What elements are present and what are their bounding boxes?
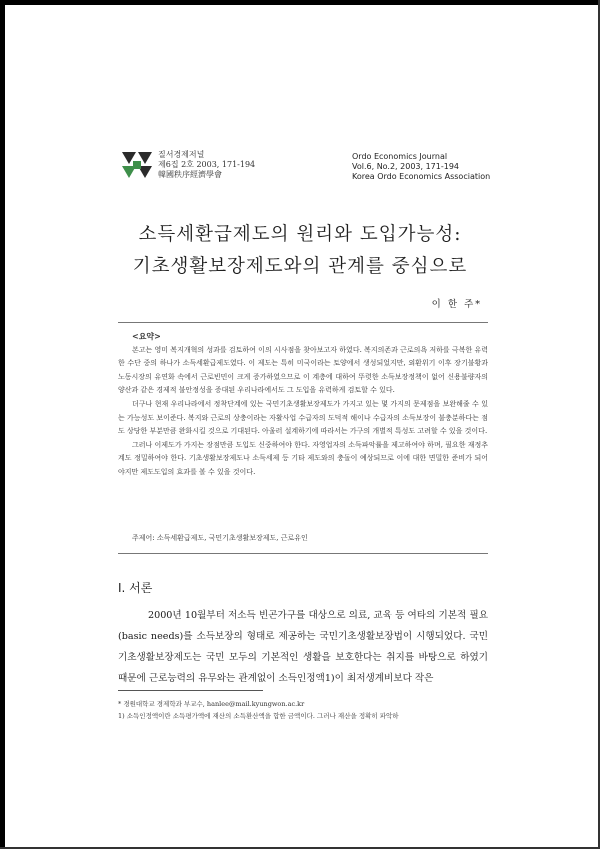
abstract-top-rule xyxy=(118,322,488,323)
journal-info-english xyxy=(352,152,490,182)
footnote-rule xyxy=(118,690,263,691)
journal-en-line: Korea Ordo Economics Association xyxy=(352,172,491,181)
journal-kr-line: 질서경제저널 xyxy=(158,150,205,159)
abstract-paragraph: 그러나 이제도가 가지는 장점만큼 도입도 신중하여야 한다. 자영업자의 소득파악률을 제고하여야 하며, 필요한 재정추계도 정밀하여야 한다. 기초생활보장제도나 소득세제 등 기타 제도와의 충돌이 예상되므로 이에 대한 면밀한 준비가 되어야지만 제도도입의 효과를 볼 수 있을 것이다. xyxy=(118,440,488,476)
footnote-author: * 경원대학교 경제학과 부교수, hanlee@mail.kyungwon.ac.kr xyxy=(118,700,305,708)
footnote-1: 1) 소득인정액이란 소득평가액에 재산의 소득환산액을 합한 금액이다. 그러나 재산을 정확히 파악하 xyxy=(118,712,399,720)
journal-en-line: Ordo Economics Journal xyxy=(352,152,448,161)
author-name: 이 한 주* xyxy=(431,299,482,310)
abstract-bottom-rule xyxy=(118,553,488,554)
section-heading: Ⅰ. 서론 xyxy=(118,581,153,595)
journal-info-korean xyxy=(158,150,255,180)
abstract-heading: <요약> xyxy=(132,331,161,341)
journal-logo-icon xyxy=(120,150,154,180)
abstract-paragraph: 더구나 현재 우리나라에서 정착단계에 있는 국민기초생활보장제도가 가지고 있는 몇 가지의 문제점을 보완해줄 수 있는 가능성도 보이준다. 복지와 근로의 상충이라는 자활사업 수급자의 도덕적 해이나 수급자의 소득보장이 불충분하다는 점도 상당한 부분만큼 완화시킬 것으로 기대된다. 아울러 설계하기에 따라서는 가구의 개별적 특성도 고려할 수 있을 것이다. xyxy=(118,399,488,436)
keywords: 주제어: 소득세환급제도, 국민기초생활보장제도, 근로유인 xyxy=(132,534,308,542)
footnotes xyxy=(118,698,488,722)
scan-border-left xyxy=(0,0,5,849)
scan-border-top xyxy=(0,0,600,5)
paper-title-line-2: 기초생활보장제도와의 관계를 중심으로 xyxy=(132,256,468,277)
journal-kr-line: 제6집 2호 2003, 171-194 xyxy=(158,160,256,169)
body-paragraph: 2000년 10월부터 저소득 빈곤가구를 대상으로 의료, 교육 등 여타의 기본적 필요(basic needs)를 소득보장의 형태로 제공하는 국민기초생활보장법이 시행되었다. 국민기초생활보장제도는 국민 모두의 기본적인 생활을 보호한다는 취지를 바탕으로 하였기 때문에 근로능력의 유무와는 관계없이 소득인정액1)이 최저생계비보다 작은 xyxy=(118,610,488,684)
paper-title-line-1: 소득세환급제도의 원리와 도입가능성: xyxy=(138,224,462,245)
abstract-block xyxy=(118,330,488,480)
journal-en-line: Vol.6, No.2, 2003, 171-194 xyxy=(352,162,460,171)
abstract-paragraph: 본고는 영미 복지개혁의 성과를 검토하여 이의 시사점을 찾아보고자 하였다. 복지의존과 근로의욕 저하를 극복한 유력한 수단 중의 하나가 소득세환급제도였다. 이 제도는 특히 미국이라는 토양에서 생성되었지만, 외환위기 이후 장기불황과 노동시장의 유연화 속에서 근로빈민이 크게 증가하였으므로 이 계층에 대하여 뚜렷한 소득보장정책이 없어 신용불량자의 양산과 같은 경제적 불안정성을 증대된 우리나라에서도 그 도입을 유력하게 검토할 수 있다. xyxy=(118,345,488,395)
journal-kr-line: 韓國秩序經濟學會 xyxy=(158,170,222,179)
